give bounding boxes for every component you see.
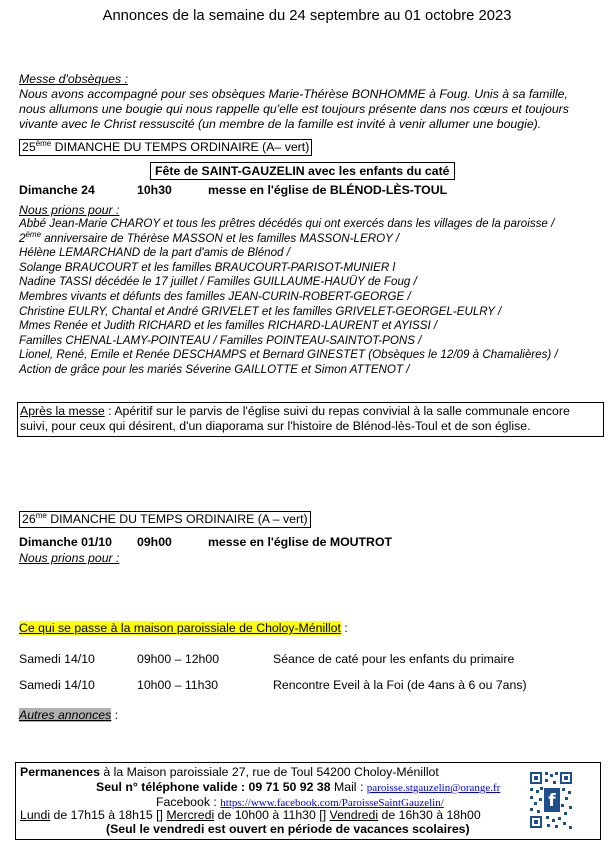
- obseques-line: vivante avec le Christ ressuscité (un membre de la famille est invité à venir allumer une bougie).: [19, 117, 542, 131]
- dimanche25-header: [19, 139, 312, 156]
- mail-link[interactable]: paroisse.stgauzelin@orange.fr: [366, 782, 501, 794]
- prions-heading: Nous prions pour :: [19, 551, 120, 565]
- intention-item: Nadine TASSI décédée le 17 juillet / Familles GUILLAUME-HAUÜY de Foug /: [19, 275, 417, 289]
- dimanche26-label: DIMANCHE DU TEMPS ORDINAIRE (A – vert): [46, 512, 308, 526]
- autres-heading: Autres annonces :: [19, 708, 119, 722]
- maison-heading: Ce qui se passe à la maison paroissiale de Choloy-Ménillot :: [19, 621, 348, 635]
- dimanche26-day: Dimanche 01/10: [19, 535, 112, 549]
- intentions-list: [19, 217, 558, 378]
- obseques-line: nous allumons une bougie qui nous rappelle qu'elle est toujours présente dans nos cœurs et toujours: [19, 102, 569, 116]
- page-title: Annonces de la semaine du 24 septembre au 01 octobre 2023: [102, 8, 512, 24]
- dimanche25-label: DIMANCHE DU TEMPS ORDINAIRE (A– vert): [51, 140, 310, 154]
- facebook-link[interactable]: https://www.facebook.com/ParoisseSaintGauzelin/: [220, 797, 444, 809]
- intention-item: Action de grâce pour les mariés Séverine GAILLOTTE et Simon ATTENOT /: [19, 362, 410, 376]
- phone-number: Seul n° téléphone valide : 09 71 50 92 38: [96, 780, 331, 794]
- event-time: 10h00 – 11h30: [137, 678, 219, 692]
- apres-text: : Apéritif sur le parvis de l'église suivi du repas convivial à la salle communale encore: [104, 404, 570, 418]
- intention-item: Membres vivants et défunts des familles JEAN-CURIN-ROBERT-GEORGE /: [19, 289, 411, 303]
- intention-item: Mmes Renée et Judith RICHARD et les familles RICHARD-LAURENT et AYISSI /: [19, 319, 438, 333]
- dimanche25-num: 25: [22, 140, 36, 154]
- fete-box: Fête de SAINT-GAUZELIN avec les enfants du caté: [150, 162, 455, 180]
- event-day: Samedi 14/10: [19, 678, 95, 692]
- dimanche26-header: [19, 511, 311, 528]
- dimanche26-sup: me: [35, 510, 47, 520]
- maison-heading-text: Ce qui se passe à la maison paroissiale de Choloy-Ménillot: [19, 621, 341, 635]
- intention-item: Abbé Jean-Marie CHAROY et tous les prêtres décédés qui ont exercés dans les villages de la paroisse /: [19, 217, 555, 230]
- event-desc: Séance de caté pour les enfants du primaire: [273, 652, 515, 666]
- dimanche25-time: 10h30: [137, 183, 172, 197]
- intention-item: 2ème anniversaire de Thérèse MASSON et les familles MASSON-LEROY /: [19, 229, 400, 245]
- apres-label: Après la messe: [20, 404, 105, 418]
- dimanche26-time: 09h00: [137, 535, 172, 549]
- footer-hours: Lundi de 17h15 à 18h15 [] Mercredi de 10h00 à 11h30 [] Vendredi de 16h30 à 18h00: [20, 808, 481, 822]
- footer-contact: Seul n° téléphone valide : 09 71 50 92 38 Mail : paroisse.stgauzelin@orange.fr: [96, 780, 501, 794]
- dimanche25-mass: messe en l'église de BLÉNOD-LÈS-TOUL: [208, 183, 448, 197]
- intention-item: Hélène LEMARCHAND de la part d'amis de Blénod /: [19, 246, 290, 260]
- event-day: Samedi 14/10: [19, 652, 95, 666]
- dimanche25-sup: ème: [35, 138, 52, 148]
- svg-text:f: f: [548, 791, 556, 811]
- intention-item: Solange BRAUCOURT et les familles BRAUCOURT-PARISOT-MUNIER l: [19, 260, 396, 274]
- obseques-text: [19, 87, 569, 132]
- intention-item: Familles CHENAL-LAMY-POINTEAU / Familles POINTEAU-SAINTOT-PONS /: [19, 333, 422, 347]
- obseques-line: Nous avons accompagné pour ses obsèques Marie-Thérèse BONHOMME à Foug. Unis à sa famille,: [19, 87, 568, 101]
- apres-box: [17, 402, 604, 437]
- obseques-heading: Messe d'obsèques :: [19, 72, 128, 86]
- footer-permanences: Permanences à la Maison paroissiale 27, rue de Toul 54200 Choloy-Ménillot: [20, 765, 439, 779]
- event-desc: Rencontre Eveil à la Foi (de 4ans à 6 ou 7ans): [273, 678, 527, 692]
- dimanche26-num: 26: [22, 512, 36, 526]
- dimanche26-mass: messe en l'église de MOUTROT: [208, 535, 393, 549]
- footer-facebook: Facebook : https://www.facebook.com/ParoisseSaintGauzelin/: [156, 795, 444, 809]
- intention-item: Christine EULRY, Chantal et André GRIVELET et les familles GRIVELET-GEORGEL-EULRY /: [19, 304, 502, 318]
- intention-item: Lionel, René, Emile et Renée DESCHAMPS et Bernard GINESTET (Obsèques le 12/09 à Chamalières) /: [19, 348, 558, 362]
- footer-note: (Seul le vendredi est ouvert en période de vacances scolaires): [106, 822, 470, 836]
- apres-text: suivi, pour ceux qui désirent, d'un diaporama sur l'histoire de Blénod-lès-Toul et de son église.: [20, 419, 531, 433]
- autres-heading-text: Autres annonces: [19, 708, 112, 722]
- dimanche25-day: Dimanche 24: [19, 183, 95, 197]
- qr-code-icon[interactable]: [528, 768, 574, 834]
- event-time: 09h00 – 12h00: [137, 652, 220, 666]
- prions-heading: Nous prions pour :: [19, 203, 120, 217]
